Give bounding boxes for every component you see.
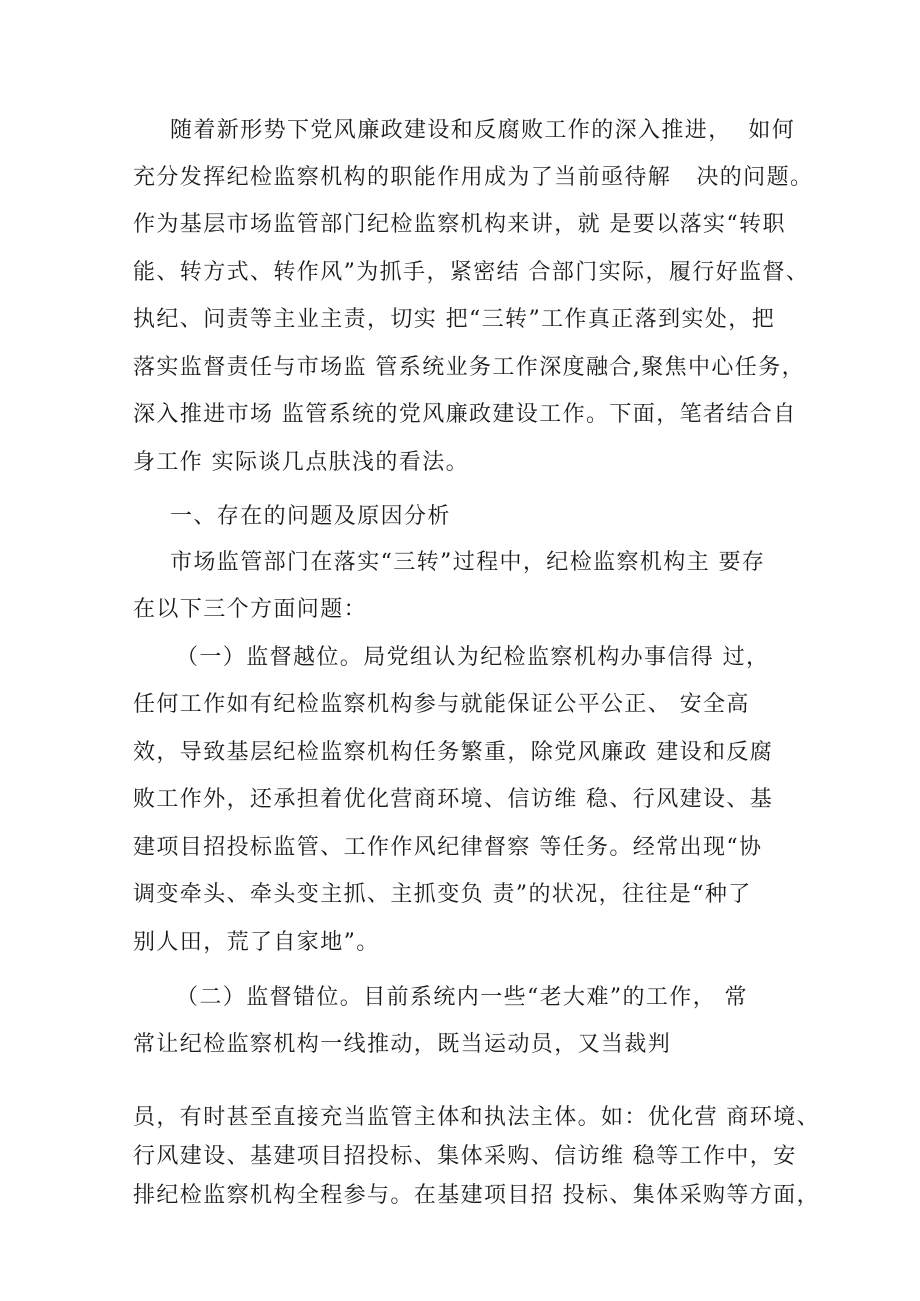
paragraph-line: 别人田，荒了自家地”。 (133, 930, 380, 955)
paragraph-line: 效，导致基层纪检监察机构任务繁重，除党风廉政 建设和反腐 (133, 740, 774, 765)
paragraph-line: 深入推进市场 监管系统的党风廉政建设工作。下面，笔者结合自 (133, 402, 797, 427)
paragraph-line: 市场监管部门在落实“三转”过程中，纪检监察机构主 要存 (170, 550, 766, 575)
subsection-line: （二）监督错位。目前系统内一些“老大难”的工作， 常 (176, 985, 748, 1010)
subsection-line: （一）监督越位。局党组认为纪检监察机构办事信得 过， (176, 645, 770, 670)
paragraph-line: 身工作 实际谈几点肤浅的看法。 (133, 450, 469, 475)
paragraph-line: 落实监督责任与市场监 管系统业务工作深度融合,聚焦中心任务， (133, 355, 805, 380)
paragraph-line: 员，有时甚至直接充当监管主体和执法主体。如：优化营 商环境、 (133, 1105, 820, 1130)
paragraph-line: 能、转方式、转作风”为抓手，紧密结 合部门实际，履行好监督、 (133, 260, 810, 285)
paragraph-line: 随着新形势下党风廉政建设和反腐败工作的深入推进， 如何 (170, 118, 796, 143)
paragraph-line: 排纪检监察机构全程参与。在基建项目招 投标、集体采购等方面， (133, 1183, 820, 1208)
paragraph-line: 调变牵头、牵头变主抓、主抓变负 责”的状况，往往是“种了 (133, 882, 752, 907)
paragraph-line: 败工作外，还承担着优化营商环境、信访维 稳、行风建设、基 (133, 787, 774, 812)
paragraph-line: 建项目招投标监管、工作作风纪律督察 等任务。经常出现“协 (133, 835, 763, 860)
paragraph-line: 充分发挥纪检监察机构的职能作用成为了当前亟待解 决的问题。 (133, 165, 814, 190)
paragraph-line: 任何工作如有纪检监察机构参与就能保证公平公正、 安全高 (133, 692, 750, 717)
paragraph-line: 在以下三个方面问题： (133, 597, 368, 622)
paragraph-line: 常让纪检监察机构一线推动，既当运动员，又当裁判 (133, 1032, 672, 1057)
paragraph-line: 作为基层市场监管部门纪检监察机构来讲，就 是要以落实“转职 (133, 212, 786, 237)
section-heading: 一、存在的问题及原因分析 (170, 504, 451, 529)
paragraph-line: 行风建设、基建项目招投标、集体采购、信访维 稳等工作中，安 (133, 1144, 797, 1169)
paragraph-line: 执纪、问责等主业主责，切实 把“三转”工作真正落到实处，把 (133, 307, 776, 332)
